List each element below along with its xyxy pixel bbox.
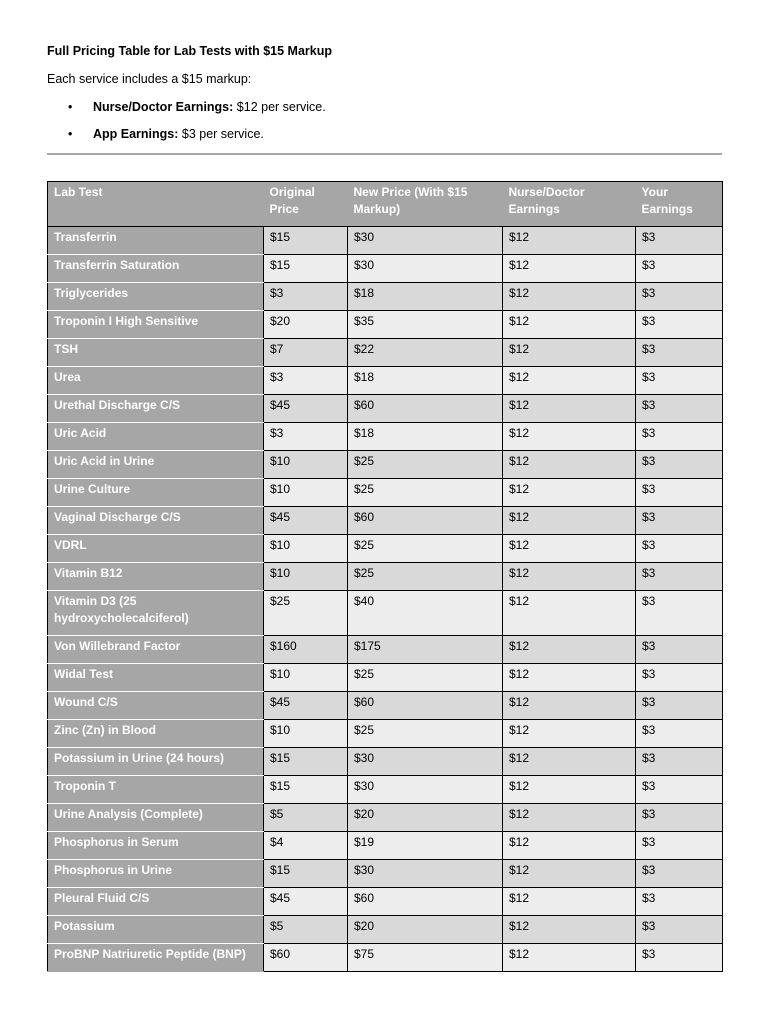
- bullet-text: $3 per service.: [178, 127, 264, 141]
- table-row: [48, 720, 723, 748]
- your-earnings-cell: $3: [636, 507, 723, 535]
- bullet-dot-icon: •: [68, 127, 73, 141]
- nurse-doctor-earnings-cell: $12: [503, 664, 636, 692]
- new-price-cell: $60: [348, 692, 503, 720]
- original-price-cell: $45: [264, 395, 348, 423]
- new-price-cell: $60: [348, 507, 503, 535]
- nurse-doctor-earnings-cell: $12: [503, 916, 636, 944]
- nurse-doctor-earnings-cell: $12: [503, 944, 636, 972]
- original-price-cell: $4: [264, 832, 348, 860]
- nurse-doctor-earnings-cell: $12: [503, 535, 636, 563]
- new-price-cell: $60: [348, 395, 503, 423]
- lab-test-cell: Potassium in Urine (24 hours): [48, 748, 264, 776]
- table-row: [48, 916, 723, 944]
- table-row: [48, 804, 723, 832]
- your-earnings-cell: $3: [636, 311, 723, 339]
- your-earnings-cell: $3: [636, 339, 723, 367]
- lab-test-cell: VDRL: [48, 535, 264, 563]
- your-earnings-cell: $3: [636, 591, 723, 636]
- table-row: [48, 451, 723, 479]
- nurse-doctor-earnings-cell: $12: [503, 776, 636, 804]
- lab-test-cell: Vitamin D3 (25 hydroxycholecalciferol): [48, 591, 264, 636]
- nurse-doctor-earnings-cell: $12: [503, 832, 636, 860]
- document-title: Full Pricing Table for Lab Tests with $15 Markup: [47, 44, 333, 58]
- new-price-cell: $25: [348, 451, 503, 479]
- new-price-cell: $22: [348, 339, 503, 367]
- nurse-doctor-earnings-cell: $12: [503, 395, 636, 423]
- lab-test-cell: Wound C/S: [48, 692, 264, 720]
- table-row: [48, 748, 723, 776]
- header-row: [48, 182, 723, 227]
- new-price-cell: $20: [348, 916, 503, 944]
- your-earnings-cell: $3: [636, 832, 723, 860]
- original-price-cell: $10: [264, 479, 348, 507]
- nurse-doctor-earnings-cell: $12: [503, 860, 636, 888]
- your-earnings-cell: $3: [636, 720, 723, 748]
- nurse-doctor-earnings-cell: $12: [503, 283, 636, 311]
- new-price-cell: $30: [348, 227, 503, 255]
- original-price-cell: $3: [264, 423, 348, 451]
- your-earnings-cell: $3: [636, 804, 723, 832]
- original-price-cell: $10: [264, 535, 348, 563]
- lab-test-cell: Vaginal Discharge C/S: [48, 507, 264, 535]
- nurse-doctor-earnings-cell: $12: [503, 311, 636, 339]
- column-header-new-price: New Price (With $15 Markup): [348, 182, 503, 227]
- original-price-cell: $5: [264, 804, 348, 832]
- nurse-doctor-earnings-cell: $12: [503, 692, 636, 720]
- original-price-cell: $10: [264, 720, 348, 748]
- new-price-cell: $75: [348, 944, 503, 972]
- new-price-cell: $30: [348, 255, 503, 283]
- your-earnings-cell: $3: [636, 479, 723, 507]
- table-row: [48, 832, 723, 860]
- bullet-app-earnings: [47, 126, 326, 153]
- original-price-cell: $45: [264, 507, 348, 535]
- original-price-cell: $60: [264, 944, 348, 972]
- nurse-doctor-earnings-cell: $12: [503, 479, 636, 507]
- original-price-cell: $15: [264, 860, 348, 888]
- new-price-cell: $25: [348, 563, 503, 591]
- table-row: [48, 692, 723, 720]
- original-price-cell: $20: [264, 311, 348, 339]
- new-price-cell: $18: [348, 423, 503, 451]
- lab-test-cell: Phosphorus in Urine: [48, 860, 264, 888]
- your-earnings-cell: $3: [636, 395, 723, 423]
- nurse-doctor-earnings-cell: $12: [503, 748, 636, 776]
- new-price-cell: $18: [348, 367, 503, 395]
- column-header-lab-test: Lab Test: [48, 182, 264, 227]
- your-earnings-cell: $3: [636, 451, 723, 479]
- your-earnings-cell: $3: [636, 563, 723, 591]
- nurse-doctor-earnings-cell: $12: [503, 720, 636, 748]
- nurse-doctor-earnings-cell: $12: [503, 591, 636, 636]
- nurse-doctor-earnings-cell: $12: [503, 227, 636, 255]
- original-price-cell: $10: [264, 563, 348, 591]
- your-earnings-cell: $3: [636, 535, 723, 563]
- original-price-cell: $160: [264, 636, 348, 664]
- lab-test-cell: ProBNP Natriuretic Peptide (BNP): [48, 944, 264, 972]
- nurse-doctor-earnings-cell: $12: [503, 563, 636, 591]
- new-price-cell: $19: [348, 832, 503, 860]
- new-price-cell: $35: [348, 311, 503, 339]
- original-price-cell: $45: [264, 692, 348, 720]
- original-price-cell: $3: [264, 283, 348, 311]
- table-row: [48, 776, 723, 804]
- lab-test-cell: Troponin I High Sensitive: [48, 311, 264, 339]
- your-earnings-cell: $3: [636, 636, 723, 664]
- original-price-cell: $15: [264, 255, 348, 283]
- table-row: [48, 227, 723, 255]
- nurse-doctor-earnings-cell: $12: [503, 423, 636, 451]
- table-row: [48, 591, 723, 636]
- nurse-doctor-earnings-cell: $12: [503, 451, 636, 479]
- nurse-doctor-earnings-cell: $12: [503, 255, 636, 283]
- table-row: [48, 888, 723, 916]
- bullet-text: $12 per service.: [233, 100, 326, 114]
- table-row: [48, 423, 723, 451]
- table-row: [48, 944, 723, 972]
- original-price-cell: $7: [264, 339, 348, 367]
- your-earnings-cell: $3: [636, 367, 723, 395]
- new-price-cell: $25: [348, 479, 503, 507]
- original-price-cell: $15: [264, 748, 348, 776]
- lab-test-cell: Urine Culture: [48, 479, 264, 507]
- your-earnings-cell: $3: [636, 255, 723, 283]
- table-row: [48, 507, 723, 535]
- nurse-doctor-earnings-cell: $12: [503, 367, 636, 395]
- table-row: [48, 563, 723, 591]
- your-earnings-cell: $3: [636, 692, 723, 720]
- new-price-cell: $20: [348, 804, 503, 832]
- lab-test-cell: Phosphorus in Serum: [48, 832, 264, 860]
- pricing-table: [47, 181, 723, 972]
- new-price-cell: $25: [348, 720, 503, 748]
- new-price-cell: $25: [348, 535, 503, 563]
- lab-test-cell: Zinc (Zn) in Blood: [48, 720, 264, 748]
- original-price-cell: $25: [264, 591, 348, 636]
- pricing-table-header: [48, 182, 723, 227]
- nurse-doctor-earnings-cell: $12: [503, 804, 636, 832]
- lab-test-cell: Widal Test: [48, 664, 264, 692]
- lab-test-cell: Transferrin: [48, 227, 264, 255]
- new-price-cell: $60: [348, 888, 503, 916]
- lab-test-cell: Urine Analysis (Complete): [48, 804, 264, 832]
- lab-test-cell: Transferrin Saturation: [48, 255, 264, 283]
- table-row: [48, 311, 723, 339]
- new-price-cell: $25: [348, 664, 503, 692]
- lab-test-cell: Urea: [48, 367, 264, 395]
- your-earnings-cell: $3: [636, 916, 723, 944]
- new-price-cell: $175: [348, 636, 503, 664]
- new-price-cell: $30: [348, 776, 503, 804]
- original-price-cell: $5: [264, 916, 348, 944]
- column-header-your-earnings: Your Earnings: [636, 182, 723, 227]
- your-earnings-cell: $3: [636, 664, 723, 692]
- your-earnings-cell: $3: [636, 776, 723, 804]
- table-row: [48, 339, 723, 367]
- nurse-doctor-earnings-cell: $12: [503, 636, 636, 664]
- your-earnings-cell: $3: [636, 423, 723, 451]
- earnings-bullet-list: [47, 99, 326, 153]
- column-header-nurse-doctor-earnings: Nurse/Doctor Earnings: [503, 182, 636, 227]
- your-earnings-cell: $3: [636, 888, 723, 916]
- original-price-cell: $10: [264, 451, 348, 479]
- lab-test-cell: Vitamin B12: [48, 563, 264, 591]
- lab-test-cell: Troponin T: [48, 776, 264, 804]
- table-row: [48, 636, 723, 664]
- table-row: [48, 255, 723, 283]
- bullet-label: App Earnings:: [93, 127, 179, 141]
- new-price-cell: $30: [348, 748, 503, 776]
- nurse-doctor-earnings-cell: $12: [503, 507, 636, 535]
- table-row: [48, 664, 723, 692]
- lab-test-cell: Von Willebrand Factor: [48, 636, 264, 664]
- pricing-table-body: [48, 227, 723, 972]
- table-row: [48, 395, 723, 423]
- original-price-cell: $15: [264, 776, 348, 804]
- lab-test-cell: Uric Acid in Urine: [48, 451, 264, 479]
- original-price-cell: $45: [264, 888, 348, 916]
- lab-test-cell: Uric Acid: [48, 423, 264, 451]
- table-row: [48, 479, 723, 507]
- horizontal-divider: [47, 153, 722, 155]
- your-earnings-cell: $3: [636, 283, 723, 311]
- table-row: [48, 367, 723, 395]
- nurse-doctor-earnings-cell: $12: [503, 888, 636, 916]
- lab-test-cell: Pleural Fluid C/S: [48, 888, 264, 916]
- original-price-cell: $3: [264, 367, 348, 395]
- your-earnings-cell: $3: [636, 860, 723, 888]
- bullet-dot-icon: •: [68, 100, 73, 114]
- original-price-cell: $15: [264, 227, 348, 255]
- your-earnings-cell: $3: [636, 227, 723, 255]
- new-price-cell: $40: [348, 591, 503, 636]
- table-row: [48, 860, 723, 888]
- lab-test-cell: Potassium: [48, 916, 264, 944]
- nurse-doctor-earnings-cell: $12: [503, 339, 636, 367]
- bullet-label: Nurse/Doctor Earnings:: [93, 100, 234, 114]
- table-row: [48, 283, 723, 311]
- column-header-original-price: Original Price: [264, 182, 348, 227]
- original-price-cell: $10: [264, 664, 348, 692]
- your-earnings-cell: $3: [636, 944, 723, 972]
- your-earnings-cell: $3: [636, 748, 723, 776]
- new-price-cell: $18: [348, 283, 503, 311]
- bullet-nurse-doctor-earnings: [47, 99, 326, 126]
- lab-test-cell: Urethal Discharge C/S: [48, 395, 264, 423]
- table-row: [48, 535, 723, 563]
- lab-test-cell: TSH: [48, 339, 264, 367]
- new-price-cell: $30: [348, 860, 503, 888]
- intro-text: Each service includes a $15 markup:: [47, 72, 252, 86]
- lab-test-cell: Triglycerides: [48, 283, 264, 311]
